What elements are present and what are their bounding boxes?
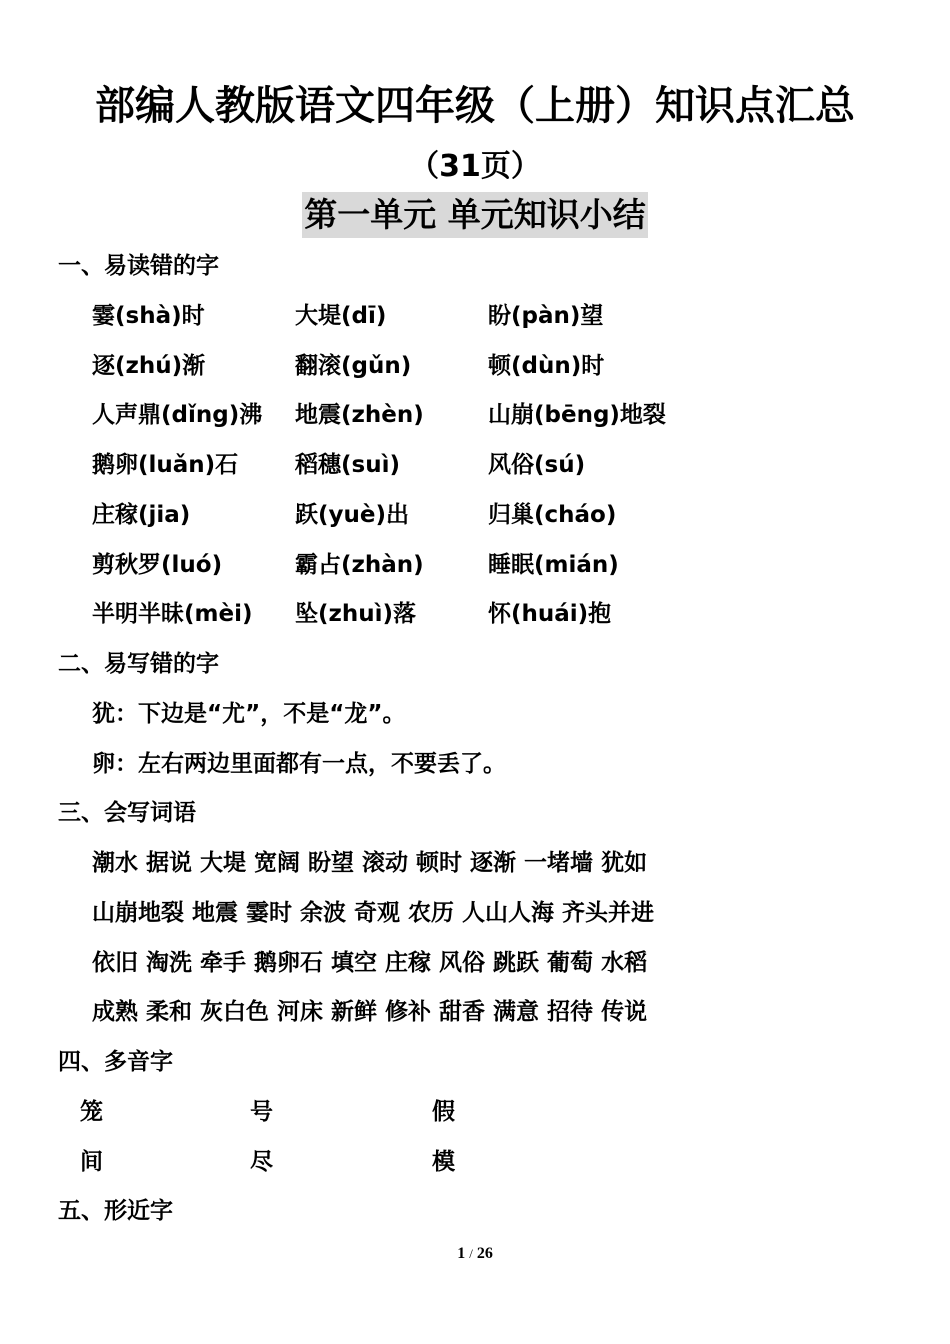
- misread-word: 剪秋罗(luó): [92, 552, 223, 578]
- vocabulary-line: 潮水 据说 大堤 宽阔 盼望 滚动 顿时 逐渐 一堵墙 犹如: [92, 850, 648, 876]
- misread-word: 风俗(sú): [488, 452, 586, 478]
- misread-word: 盼(pàn)望: [488, 303, 604, 329]
- misread-word: 坠(zhuì)落: [295, 601, 417, 627]
- unit-title-wrapper: [0, 192, 950, 238]
- polyphone-char: 假: [432, 1099, 455, 1125]
- section-heading-vocabulary: 三、会写词语: [58, 800, 196, 826]
- vocabulary-line: 山崩地裂 地震 霎时 余波 奇观 农历 人山人海 齐头并进: [92, 900, 655, 926]
- polyphone-char: 笼: [80, 1099, 103, 1125]
- unit-title: 第一单元 单元知识小结: [302, 192, 648, 238]
- misread-word: 逐(zhú)渐: [92, 353, 206, 379]
- document-title: 部编人教版语文四年级（上册）知识点汇总: [95, 83, 855, 129]
- page-count-subtitle: （31页）: [409, 149, 541, 184]
- section-heading-easy-miswrite: 二、易写错的字: [58, 651, 219, 677]
- misread-word: 霸占(zhàn): [295, 552, 424, 578]
- page-number: [0, 1244, 950, 1264]
- section-heading-polyphones: 四、多音字: [58, 1049, 173, 1075]
- polyphone-char: 号: [250, 1099, 273, 1125]
- misread-word: 睡眠(mián): [488, 552, 619, 578]
- misread-word: 顿(dùn)时: [488, 353, 605, 379]
- misread-word: 庄稼(jia): [92, 502, 191, 528]
- misread-word: 霎(shà)时: [92, 303, 205, 329]
- vocabulary-line: 依旧 淘洗 牵手 鹅卵石 填空 庄稼 风俗 跳跃 葡萄 水稻: [92, 950, 648, 976]
- vocabulary-line: 成熟 柔和 灰白色 河床 新鲜 修补 甜香 满意 招待 传说: [92, 999, 648, 1025]
- miswrite-note: 犹：下边是“尤”，不是“龙”。: [92, 701, 406, 727]
- misread-word: 翻滚(gǔn): [295, 353, 412, 379]
- misread-word: 半明半昧(mèi): [92, 601, 253, 627]
- polyphone-char: 模: [432, 1149, 455, 1175]
- misread-word: 山崩(bēng)地裂: [488, 402, 666, 428]
- polyphone-char: 尽: [250, 1149, 273, 1175]
- page-separator: /: [469, 1246, 473, 1261]
- page-total: 26: [476, 1245, 493, 1262]
- section-heading-similar-chars: 五、形近字: [58, 1198, 173, 1224]
- polyphone-char: 间: [80, 1149, 103, 1175]
- misread-word: 怀(huái)抱: [488, 601, 612, 627]
- misread-word: 地震(zhèn): [295, 402, 424, 428]
- misread-word: 大堤(dī): [295, 303, 387, 329]
- misread-word: 鹅卵(luǎn)石: [92, 452, 239, 478]
- misread-word: 归巢(cháo): [488, 502, 617, 528]
- section-heading-easy-misread: 一、易读错的字: [58, 253, 219, 279]
- miswrite-note: 卵：左右两边里面都有一点，不要丢了。: [92, 751, 506, 777]
- misread-word: 稻穗(suì): [295, 452, 400, 478]
- misread-word: 人声鼎(dǐng)沸: [92, 402, 263, 428]
- misread-word: 跃(yuè)出: [295, 502, 409, 528]
- page-current: 1: [457, 1245, 466, 1262]
